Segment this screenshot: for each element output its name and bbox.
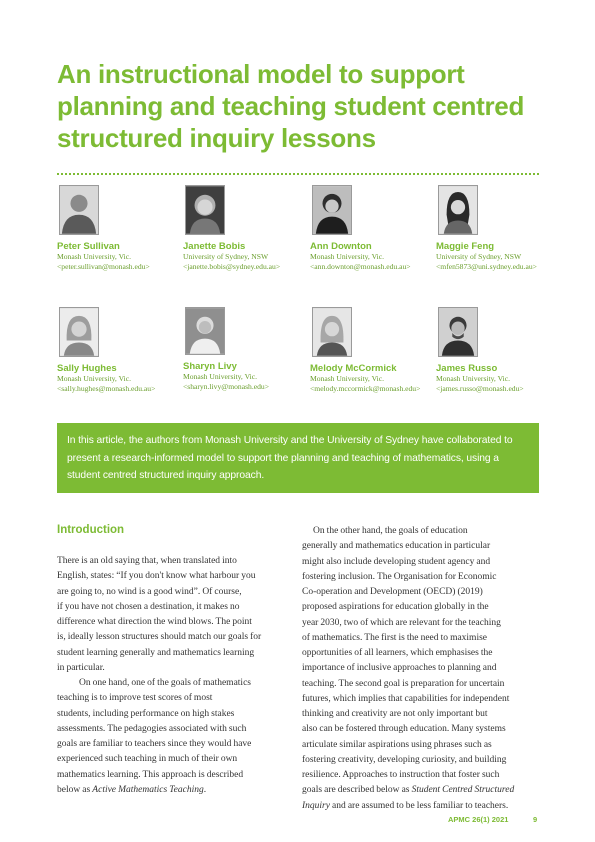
author-affiliation: Monash University, Vic. xyxy=(57,252,131,261)
dotted-divider xyxy=(57,173,539,175)
abstract-box xyxy=(57,423,539,493)
text-line: experienced such teaching in much of their own xyxy=(57,754,238,765)
title-line: structured inquiry lessons xyxy=(57,123,376,153)
text-line: mathematics learning. This approach is described xyxy=(57,769,244,780)
text-line: of mathematics. The first is the need to maximise xyxy=(302,632,488,643)
author-email[interactable]: <james.russo@monash.edu> xyxy=(436,384,524,393)
text-line xyxy=(302,799,539,814)
author-photo xyxy=(59,185,99,235)
author-photo xyxy=(59,307,99,357)
text-line: in particular. xyxy=(57,662,105,673)
author-email[interactable]: <mfen5873@uni.sydney.edu.au> xyxy=(436,262,537,271)
author-name: James Russo xyxy=(436,363,498,374)
author-name: Sally Hughes xyxy=(57,363,117,374)
text-line: student learning generally and mathematics learning xyxy=(57,647,255,658)
text-line: importance of inclusive approaches to planning and xyxy=(302,663,497,674)
author-affiliation: Monash University, Vic. xyxy=(183,372,257,381)
text-line: also can be fostered through education. Many systems xyxy=(302,724,506,735)
author-affiliation: Monash University, Vic. xyxy=(310,252,384,261)
text-line: proposed aspirations for education globally in the xyxy=(302,602,489,613)
author-photo xyxy=(185,185,225,235)
author-name: Melody McCormick xyxy=(310,363,397,374)
author-photo xyxy=(312,185,352,235)
paragraph xyxy=(57,676,294,798)
text-line: On one hand, one of the goals of mathematics xyxy=(79,678,251,688)
text-line: thinking and creativity are not only important but xyxy=(302,709,488,719)
text-line: There is an old saying that, when translated into xyxy=(57,556,237,566)
abstract-text xyxy=(67,432,529,485)
abstract-line: In this article, the authors from Monash University and the University of Sydney have xyxy=(67,435,444,446)
title-line: An instructional model to support xyxy=(57,59,465,89)
author-affiliation: Monash University, Vic. xyxy=(57,374,131,383)
title-line: planning and teaching student centred xyxy=(57,91,525,121)
author-name: Ann Downton xyxy=(310,241,372,252)
text-line: students, including performance on high stakes xyxy=(57,708,235,719)
text-line: is, ideally lesson structures should match our goals for xyxy=(57,632,262,643)
author-affiliation: Monash University, Vic. xyxy=(436,374,510,383)
text-line: Co-operation and Development (OECD) (2019) xyxy=(302,587,483,597)
author-card xyxy=(310,185,435,272)
author-email[interactable]: <janette.bobis@sydney.edu.au> xyxy=(183,262,281,271)
text-line: are going to, no wind is a good wind”. Of course, xyxy=(57,586,242,597)
author-affiliation: University of Sydney, NSW xyxy=(436,252,522,261)
text-fragment: and are assumed to be less familiar to teachers. xyxy=(332,800,509,811)
author-card xyxy=(310,307,435,394)
emphasis-term: Inquiry xyxy=(302,800,330,811)
author-photo xyxy=(312,307,352,357)
author-card xyxy=(183,185,308,272)
author-name: Maggie Feng xyxy=(436,241,495,252)
text-fragment: . xyxy=(203,784,207,795)
text-line: goals are familiar to teachers since they would have xyxy=(57,739,252,749)
text-line: generally and mathematics education in particular xyxy=(302,541,491,552)
text-fragment: below as xyxy=(57,784,91,795)
article-title xyxy=(57,58,557,154)
author-email[interactable]: <sharyn.livy@monash.edu> xyxy=(183,382,270,391)
text-line: opportunities of all learners, which emphasises the xyxy=(302,648,493,658)
author-photo xyxy=(438,185,478,235)
author-email[interactable]: <melody.mccormick@monash.edu> xyxy=(310,384,421,393)
footer-page-number: 9 xyxy=(533,815,538,824)
text-line: English, states: “If you don't know what harbour you xyxy=(57,571,256,582)
text-fragment: goals are described below as xyxy=(302,785,410,796)
text-line: fostering inclusion. The Organisation for Economic xyxy=(302,571,497,582)
text-line xyxy=(302,783,539,798)
text-line: might also include developing student agency and xyxy=(302,556,491,567)
text-line: On the other hand, the goals of education xyxy=(313,526,468,536)
author-email[interactable]: <sally.hughes@monash.edu.au> xyxy=(57,384,156,393)
author-email[interactable]: <peter.sullivan@monash.edu> xyxy=(57,262,150,271)
text-line: articulate similar aspirations using phrases such as xyxy=(302,739,492,750)
text-line: year 2030, two of which are relevant for the teaching xyxy=(302,617,501,628)
author-affiliation: University of Sydney, NSW xyxy=(183,252,269,261)
section-heading: Introduction xyxy=(57,524,125,536)
abstract-line: collaborated to present a research-informed model to support the planning and teaching of xyxy=(67,435,513,464)
text-line: futures, which implies that capabilities for independent xyxy=(302,693,510,704)
right-column xyxy=(302,524,539,814)
paragraph xyxy=(57,554,294,676)
author-email[interactable]: <ann.downton@monash.edu.au> xyxy=(310,262,411,271)
author-card xyxy=(57,185,182,272)
paragraph xyxy=(302,524,539,814)
author-name: Peter Sullivan xyxy=(57,241,120,252)
text-line: assessments. The pedagogies associated with such xyxy=(57,723,247,734)
author-name: Sharyn Livy xyxy=(183,361,237,372)
emphasis-term: Active Mathematics Teaching xyxy=(92,784,204,795)
text-line: if you have not chosen a destination, it makes no xyxy=(57,601,240,612)
author-card xyxy=(57,307,182,394)
text-line: resilience. Approaches to instruction that foster such xyxy=(302,770,500,780)
author-name: Janette Bobis xyxy=(183,241,246,252)
left-column xyxy=(57,554,294,798)
author-card xyxy=(436,185,561,272)
author-photo xyxy=(438,307,478,357)
text-line: teaching is to improve test scores of most xyxy=(57,693,213,704)
text-line: difference what direction the wind blows. The point xyxy=(57,617,252,627)
text-line: fostering creativity, developing curiosity, and building xyxy=(302,754,507,765)
author-affiliation: Monash University, Vic. xyxy=(310,374,384,383)
emphasis-term: Student Centred Structured xyxy=(411,785,515,796)
abstract-line: mathematics, using a student centred structured inquiry approach. xyxy=(67,452,499,481)
text-line xyxy=(57,783,294,798)
author-card xyxy=(183,307,308,392)
author-photo xyxy=(185,307,225,355)
text-line: teaching. The second goal is preparation for uncertain xyxy=(302,678,505,689)
author-card xyxy=(436,307,561,394)
footer-journal: APMC 26(1) 2021 xyxy=(448,815,509,824)
